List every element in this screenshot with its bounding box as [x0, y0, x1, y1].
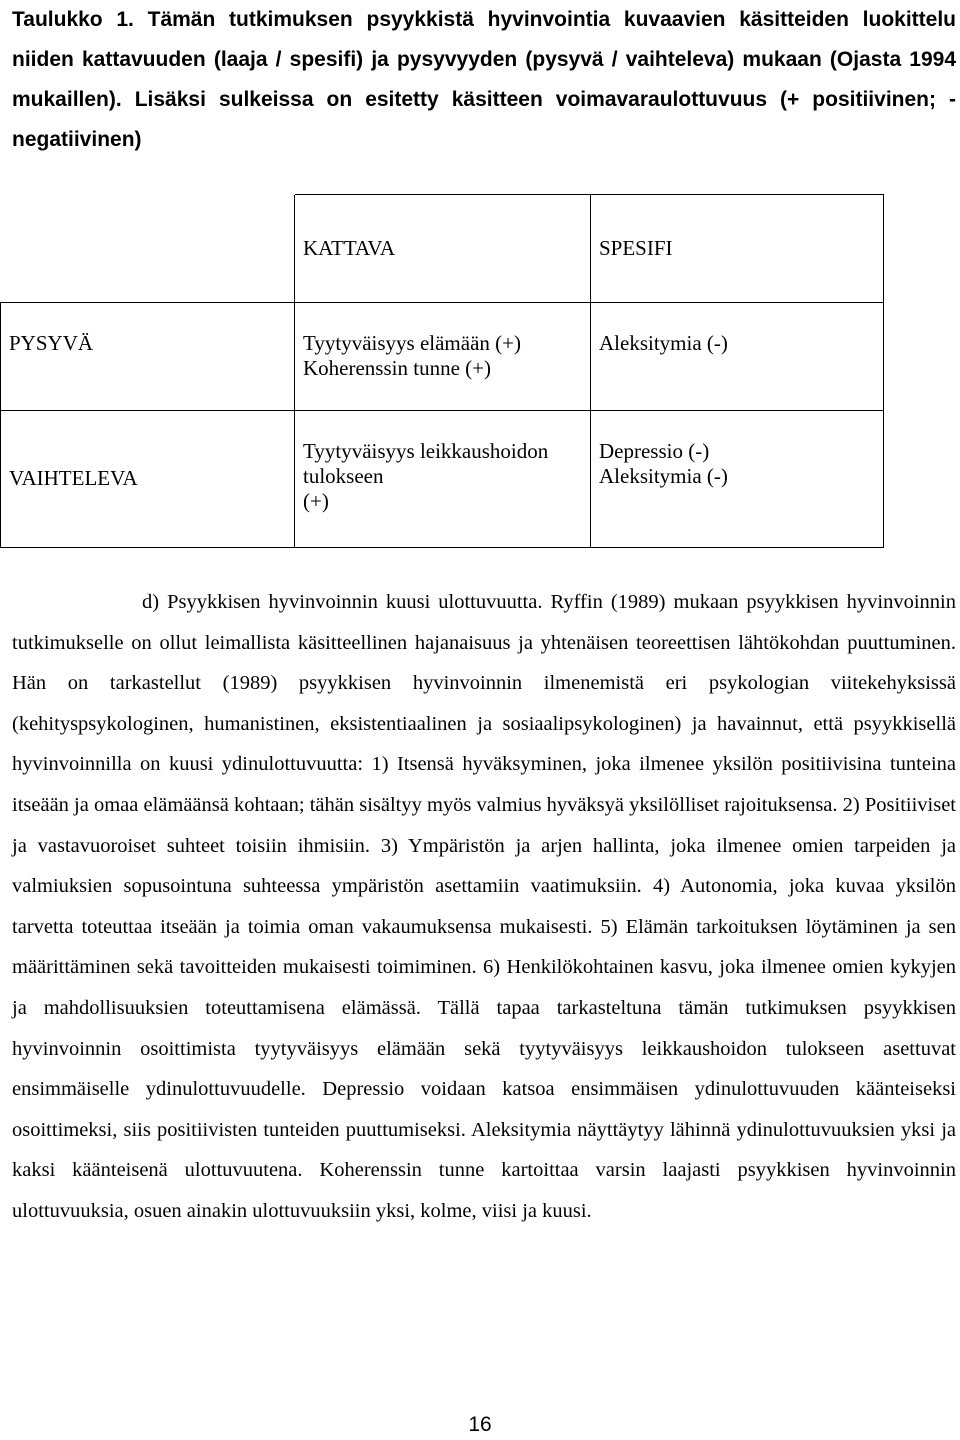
table-corner-cell — [1, 194, 295, 302]
table-row-vaihteleva — [1, 410, 884, 547]
table-header-row — [1, 194, 884, 302]
cell-line: Tyytyväisyys leikkaushoidon — [303, 438, 549, 463]
table-caption: Taulukko 1. Tämän tutkimuksen psyykkistä hyvinvointia kuvaavien käsitteiden luokittelu niiden kattavuuden (laaja / spesifi) ja pysyvyyden (pysyvä / vaihteleva) mukaan (Ojasta 1994 mukaillen). Lisäksi sulkeissa on esitetty käsitteen voimavaraulottuvuus (+ positiivinen; - negatiivinen) — [12, 8, 956, 151]
cell-pysyva-spesifi — [591, 302, 884, 410]
cell-line: Aleksitymia (-) — [599, 463, 728, 488]
cell-line: (+) — [303, 488, 329, 513]
page-number: 16 — [468, 1413, 492, 1436]
row-header-vaihteleva: VAIHTELEVA — [1, 410, 295, 547]
classification-table — [0, 193, 884, 548]
cell-vaihteleva-kattava — [295, 410, 591, 547]
cell-line: Depressio (-) — [599, 438, 710, 463]
cell-line: Koherenssin tunne (+) — [303, 355, 491, 380]
column-header-kattava: KATTAVA — [295, 194, 591, 302]
cell-line: Tyytyväisyys elämään (+) — [303, 330, 521, 355]
cell-vaihteleva-spesifi — [591, 410, 884, 547]
body-paragraph: d) Psyykkisen hyvinvoinnin kuusi ulottuvuutta. Ryffin (1989) mukaan psyykkisen hyvinvoinnin tutkimukselle on ollut leimallista käsitteellinen hajanaisuus ja yhtenäisen teoreettisen lähtökohdan puuttuminen. Hän on tarkastellut (1989) psyykkisen hyvinvoinnin ilmenemistä eri psykologian viitekehyksissä (kehityspsykologinen, humanistinen, eksistentiaalinen ja sosiaalipsykologinen) ja havainnut, että psyykkisellä hyvinvoinnilla on kuusi ydinulottuvuutta: 1) Itsensä hyväksyminen, joka ilmenee yksilön positiivisina tunteina itseään ja omaa elämäänsä kohtaan; tähän sisältyy myös valmius hyväksyä yksilölliset rajoituksensa. 2) Positiiviset ja vastavuoroiset suhteet toisiin ihmisiin. 3) Ympäristön ja arjen hallinta, joka ilmenee omien tarpeiden ja valmiuksien sopusointuna suhteessa ympäristön asettamiin vaatimuksiin. 4) Autonomia, joka kuvaa yksilön tarvetta toteuttaa itseään ja toimia oman vakaumuksensa mukaisesti. 5) Elämän tarkoituksen löytäminen ja sen määrittäminen sekä tavoitteiden mukaisesti toimiminen. 6) Henkilökohtainen kasvu, joka ilmenee omien kykyjen ja mahdollisuuksien toteuttamisena elämässä. Tällä tapaa tarkasteltuna tämän tutkimuksen psyykkisen hyvinvoinnin osoittimista tyytyväisyys elämään sekä tyytyväisyys leikkaushoidon tulokseen asettuvat ensimmäiselle ydinulottuvuudelle. Depressio voidaan katsoa ensimmäisen ydinulottuvuuden käänteiseksi osoittimeksi, siis positiivisten tunteiden puuttumiseksi. Aleksitymia näyttäytyy lähinnä ydinulottuvuuksien yksi ja kaksi käänteisenä ulottuvuutena. Koherenssin tunne kartoittaa varsin laajasti psyykkisen hyvinvoinnin ulottuvuuksia, osuen ainakin ulottuvuuksiin yksi, kolme, viisi ja kuusi. — [12, 591, 956, 1222]
cell-pysyva-kattava — [295, 302, 591, 410]
table-row-pysyva — [1, 302, 884, 410]
row-header-pysyva: PYSYVÄ — [1, 302, 295, 410]
cell-line: Aleksitymia (-) — [599, 330, 728, 355]
cell-line: tulokseen — [303, 463, 384, 488]
column-header-spesifi: SPESIFI — [591, 194, 884, 302]
